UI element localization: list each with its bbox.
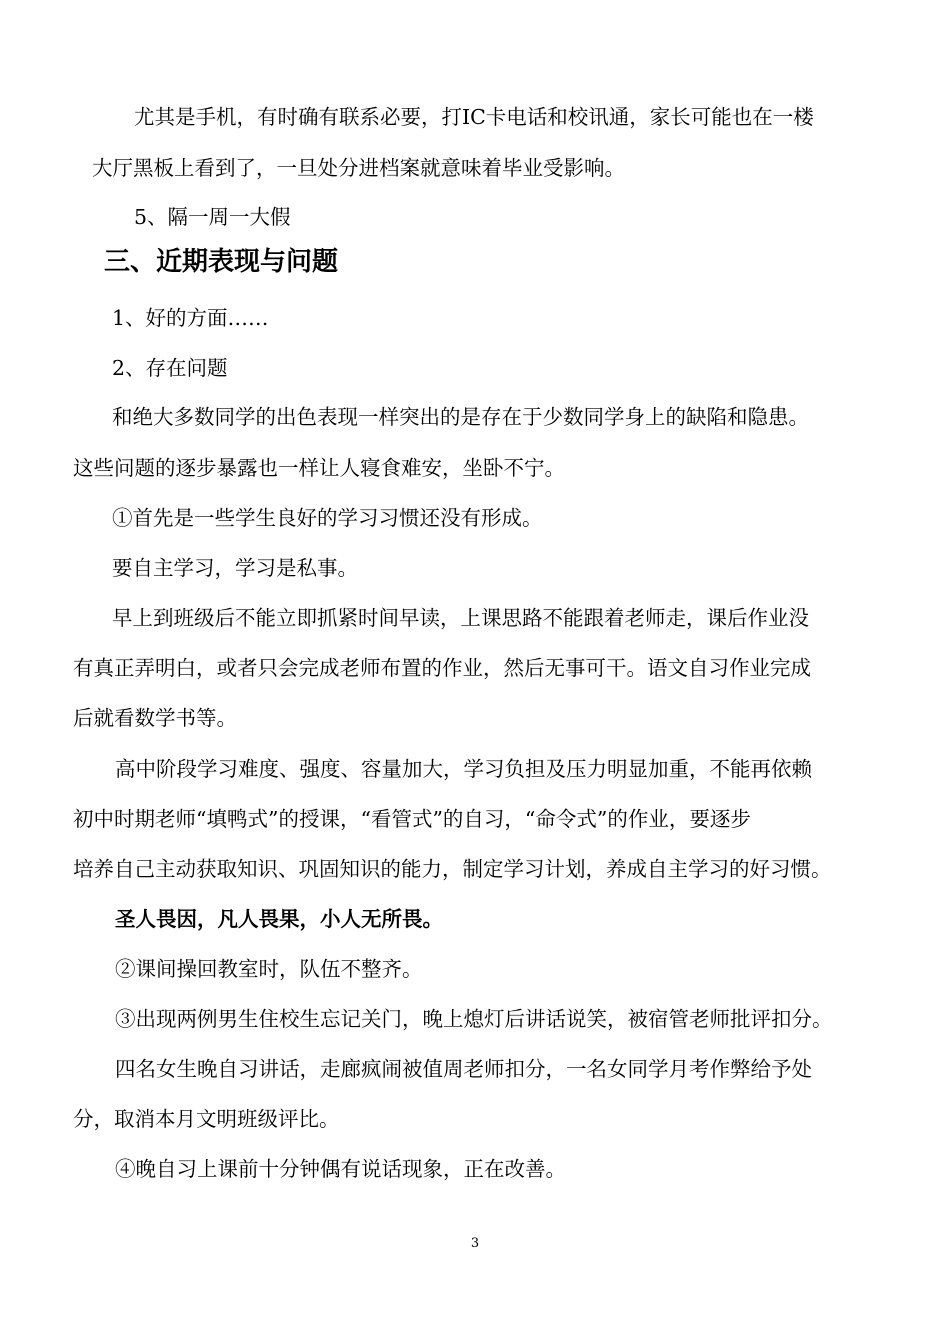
list-item: 5、隔一周一大假 [134, 205, 291, 229]
quote-line: 圣人畏因，凡人畏果，小人无所畏。 [115, 907, 443, 931]
paragraph-line: 大厅黑板上看到了，一旦处分进档案就意味着毕业受影响。 [92, 156, 625, 180]
paragraph-line: 后就看数学书等。 [73, 706, 237, 730]
page-number: 3 [470, 1236, 480, 1251]
paragraph-line: 尤其是手机，有时确有联系必要，打IC卡电话和校讯通，家长可能也在一楼 [134, 105, 814, 129]
section-heading: 三、近期表现与问题 [104, 247, 339, 277]
paragraph-line: 培养自己主动获取知识、巩固知识的能力，制定学习计划，养成自主学习的好习惯。 [73, 857, 832, 881]
paragraph-line: 初中时期老师“填鸭式”的授课，“看管式”的自习，“命令式”的作业，要逐步 [73, 807, 751, 831]
list-item: ③出现两例男生住校生忘记关门，晚上熄灯后讲话说笑，被宿管老师批评扣分。 [115, 1007, 833, 1031]
list-item: ②课间操回教室时，队伍不整齐。 [115, 957, 423, 981]
paragraph-line: 和绝大多数同学的出色表现一样突出的是存在于少数同学身上的缺陷和隐患。 [112, 405, 809, 429]
paragraph-line: 分，取消本月文明班级评比。 [73, 1107, 340, 1131]
list-item: 2、存在问题 [112, 356, 228, 380]
list-item: ①首先是一些学生良好的学习习惯还没有形成。 [112, 506, 543, 530]
list-item: ④晚自习上课前十分钟偶有说话现象，正在改善。 [115, 1157, 566, 1181]
paragraph-line: 四名女生晚自习讲话，走廊疯闹被值周老师扣分，一名女同学月考作弊给予处 [115, 1057, 812, 1081]
paragraph-line: 早上到班级后不能立即抓紧时间早读，上课思路不能跟着老师走，课后作业没 [112, 606, 809, 630]
paragraph-line: 高中阶段学习难度、强度、容量加大，学习负担及压力明显加重，不能再依赖 [115, 757, 812, 781]
list-item: 1、好的方面…… [112, 306, 269, 330]
paragraph-line: 这些问题的逐步暴露也一样让人寝食难安，坐卧不宁。 [73, 456, 565, 480]
paragraph-line: 要自主学习，学习是私事。 [112, 556, 358, 580]
paragraph-line: 有真正弄明白，或者只会完成老师布置的作业，然后无事可干。语文自习作业完成 [73, 656, 811, 680]
